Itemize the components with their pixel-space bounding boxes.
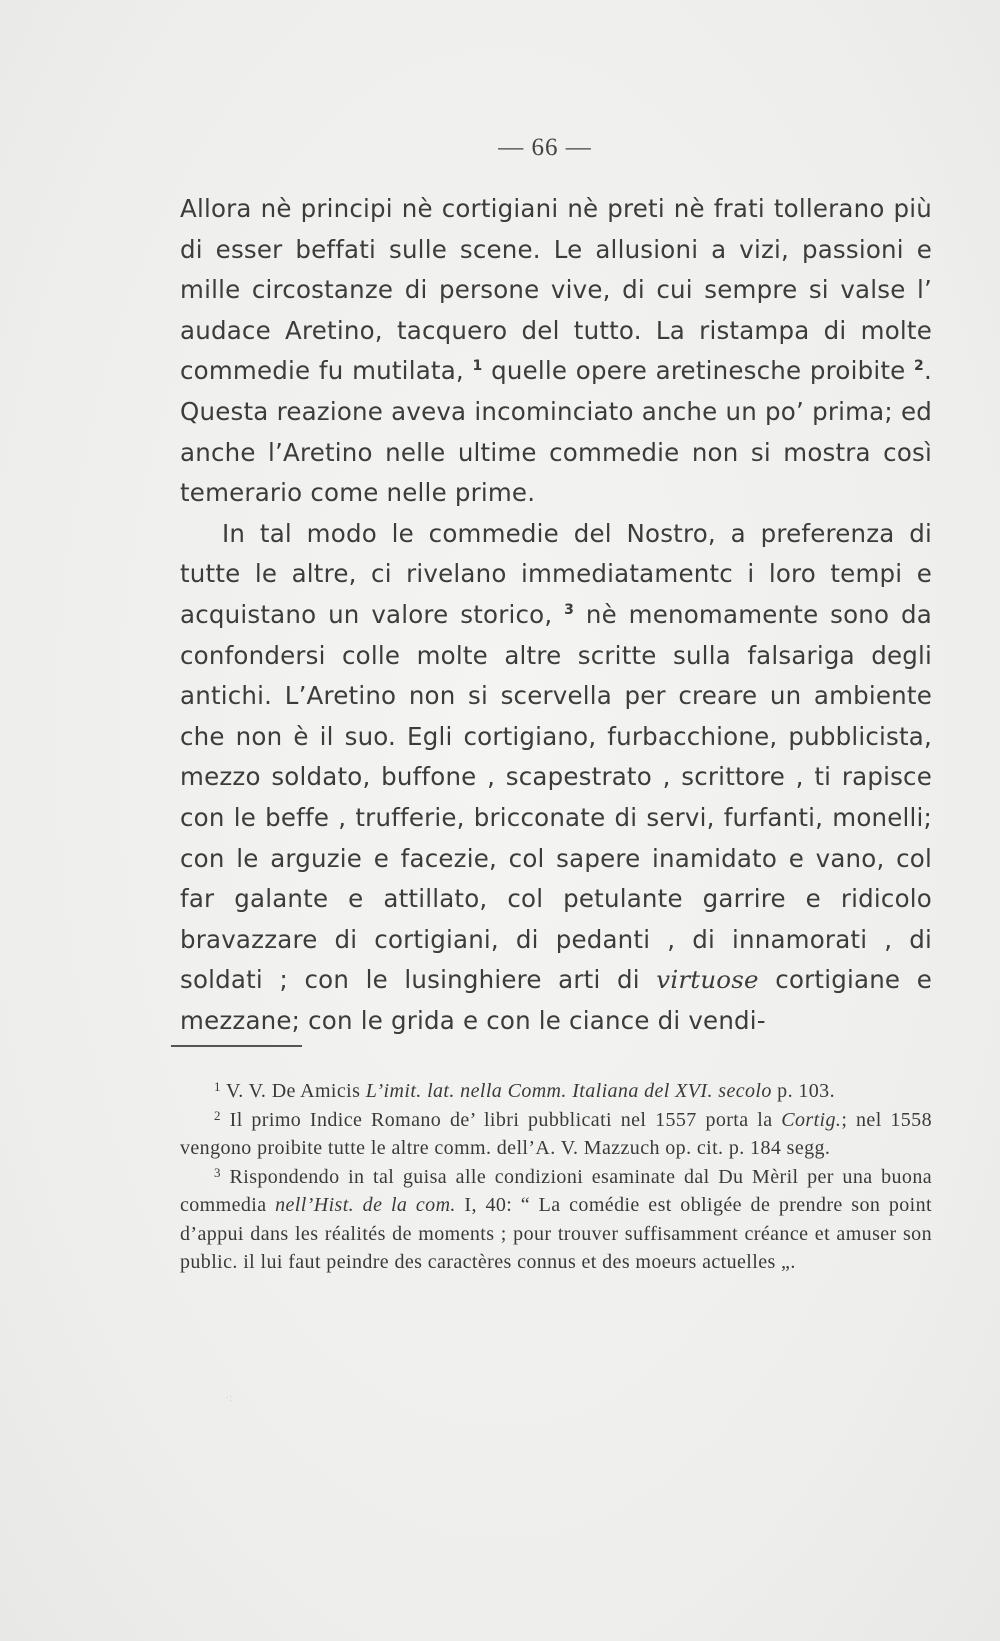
footnote-reference: 2 [214,1107,221,1123]
text-run: Allora nè principi nè cortigiani nè preti nè frati tollerano più di esser beffati sulle scene. Le allusioni a vizi, passioni e mille circostanze di persone vive, di cui sempre si valse l’ audace Aretino, tacquero del tutto. La ristampa di molte commedie fu mutilata, [180,194,932,386]
paragraph [180,189,932,514]
footnote-separator [171,1045,302,1047]
main-text [180,189,932,1041]
footnotes [180,1077,932,1277]
text-run: In tal modo le commedie del Nostro, a preferenza di tutte le altre, ci rivelano immediatamentc i loro tempi e acquistano un valore storico, [180,518,932,629]
footnote [180,1163,932,1277]
text-run: ; nel 1558 vengono proibite tutte le altre comm. dell’A. V. Mazzuch op. cit. p. 184 segg. [180,1108,932,1159]
text-run: I, 40: “ La comédie est obligée de prendre son point d’appui dans les réalités de moments ; pour trouver suffisamment créance et amuser son public. il lui faut peindre des caractères connus et des moeurs actuelles „. [180,1194,932,1273]
text-run: V. V. De Amicis [220,1080,366,1102]
italic-text: virtuose [656,965,759,995]
italic-text: Cortig. [781,1108,842,1131]
text-run: . Questa reazione aveva incominciato anche un po’ prima; ed anche l’Aretino nelle ultime commedie non si mostra così temerario come nelle prime. [180,356,932,508]
italic-text: nell’Hist. de la com. [275,1194,456,1216]
text-run: quelle opere aretinesche proibite [482,356,915,386]
paragraph [180,514,932,1042]
paper-smudge-mark: ·: [225,1390,233,1404]
page-number: — 66 — [498,134,592,161]
italic-text: L’imit. lat. nella Comm. Italiana del XVI. secolo [365,1080,772,1102]
text-run: cortigiane e mezzane; con le grida e con le ciance di vendi- [180,965,933,1035]
footnote-reference: 1 [472,358,483,375]
footnote [180,1106,932,1163]
footnote-reference: 3 [214,1164,221,1180]
footnote-reference: 2 [914,358,924,375]
footnote [180,1077,932,1106]
footnote-reference: 1 [214,1079,221,1094]
text-run: nè menomamente sono da confondersi colle molte altre scritte sulla falsariga degli antichi. L’Aretino non si scervella per creare un ambiente che non è il suo. Egli cortigiano, furbacchione, pubblicista, mezzo soldato, buffone , scapestrato , scrittore , ti rapisce con le beffe , trufferie, bricconate di servi, furfanti, monelli; con le arguzie e facezie, col sapere inamidato e vano, col far galante e attillato, col petulante garrire e ridicolo bravazzare di cortigiani, di pedanti , di innamorati , di soldati ; con le lusinghiere arti di [180,599,932,995]
text-run: Rispondendo in tal guisa alle condizioni esaminate dal Du Mèril per una buona commedia [180,1165,932,1216]
footnote-reference: 3 [564,601,575,618]
text-run: p. 103. [771,1080,835,1102]
text-run: Il primo Indice Romano de’ libri pubblicati nel 1557 porta la [220,1108,782,1131]
